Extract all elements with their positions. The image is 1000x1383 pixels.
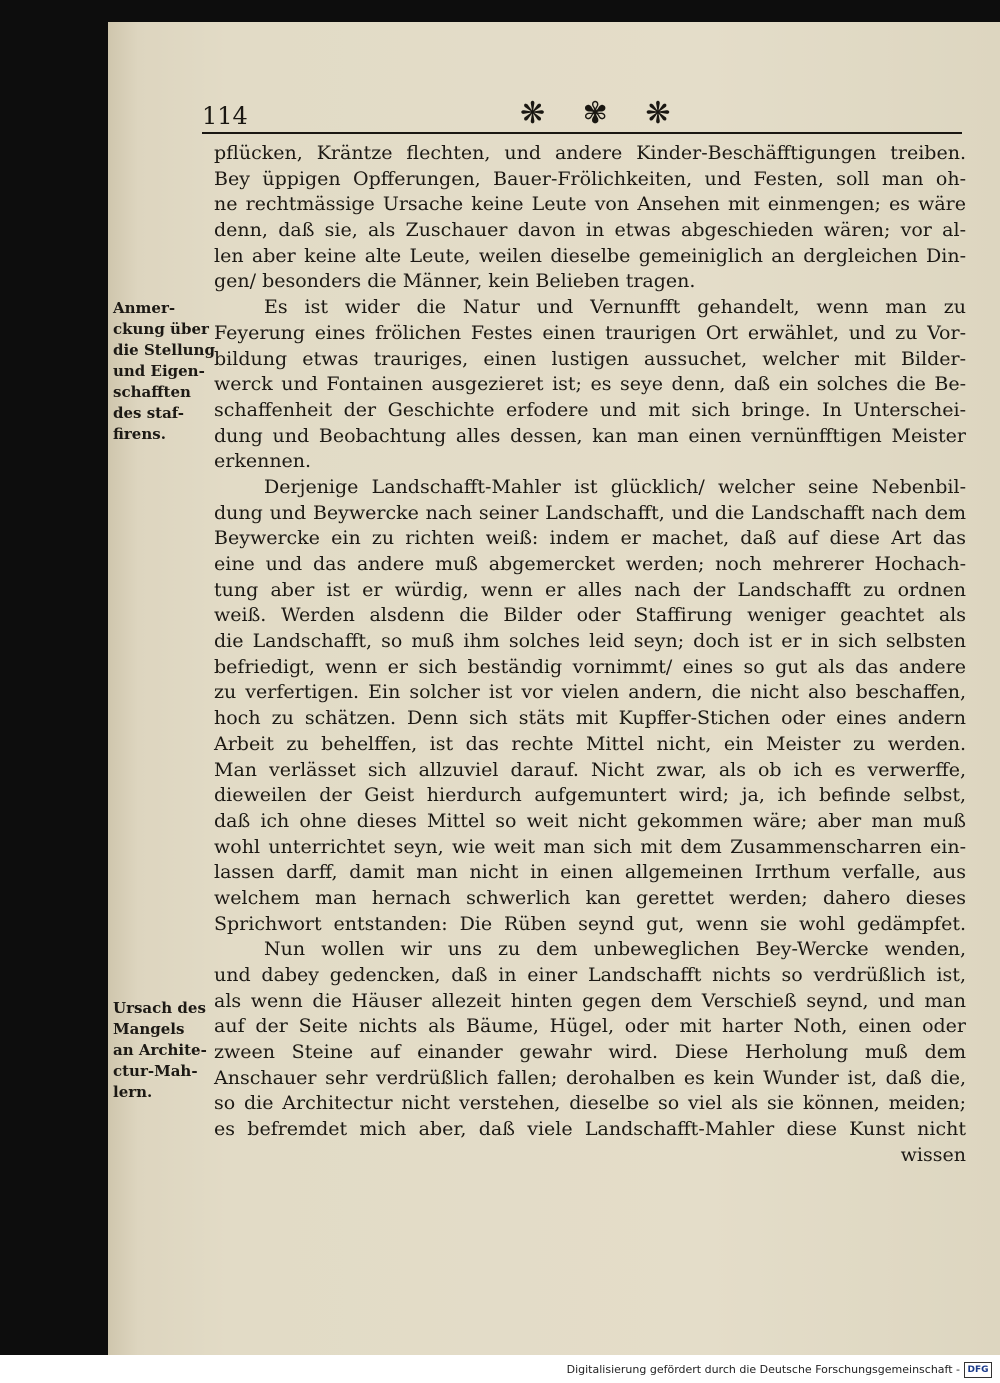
funding-credit: Digitalisierung gefördert durch die Deutsche Forschungsgemeinschaft - — [566, 1363, 960, 1376]
text-line: wohl unterrichtet seyn, wie weit man sich mit dem Zusammenscharren ein- — [214, 835, 966, 858]
text-line: ne rechtmässige Ursache keine Leute von Ansehen mit einmengen; es wäre — [214, 193, 966, 216]
margin-note-staffage — [113, 298, 213, 445]
text-line: zween Steine auf einander gewahr wird. Diese Herholung muß dem — [214, 1041, 966, 1064]
margin-note-line: des staf- — [113, 404, 184, 422]
text-line: gen/ besonders die Männer, kein Belieben tragen. — [214, 270, 696, 293]
text-line: Es ist wider die Natur und Vernunfft gehandelt, wenn man zu — [264, 296, 966, 319]
margin-note-line: schafften — [113, 383, 191, 401]
text-line: Anschauer sehr verdrüßlich fallen; derohalben es kein Wunder ist, daß die, — [214, 1066, 966, 1089]
text-line: es befremdet mich aber, daß viele Landschafft-Mahler diese Kunst nicht — [214, 1118, 966, 1141]
text-line: dung und Beywercke nach seiner Landschafft, und die Landschafft nach dem — [214, 501, 966, 524]
text-line: pflücken, Kräntze flechten, und andere Kinder-Beschäfftigungen treiben. — [214, 142, 966, 164]
text-line: tung aber ist er würdig, wenn er alles nach der Landschafft zu ordnen — [214, 578, 966, 601]
page-number: 114 — [202, 102, 248, 130]
text-line: auf der Seite nichts als Bäume, Hügel, oder mit harter Noth, einen oder — [214, 1015, 966, 1038]
text-line: die Landschafft, so muß ihm solches leid seyn; doch ist er in sich selbsten — [214, 630, 966, 653]
text-line: zu verfertigen. Ein solcher ist vor vielen andern, die nicht also beschaffen, — [214, 681, 966, 704]
footer — [0, 1361, 1000, 1381]
header-rule — [202, 132, 962, 134]
margin-note-line: firens. — [113, 425, 166, 443]
text-line: so die Architectur nicht verstehen, dieselbe so viel als sie können, meiden; — [214, 1092, 966, 1115]
margin-note-line: lern. — [113, 1083, 153, 1101]
text-line: erkennen. — [214, 450, 312, 473]
text-line: lassen darff, damit man nicht in einen allgemeinen Irrthum verfalle, aus — [214, 861, 966, 884]
margin-note-line: die Stellung — [113, 341, 215, 359]
text-line: Arbeit zu behelffen, ist das rechte Mittel nicht, ein Meister zu werden. — [214, 732, 966, 755]
text-line: welchem man hernach schwerlich kan gerettet werden; dahero dieses — [214, 886, 966, 909]
catchword: wissen — [900, 1143, 966, 1166]
margin-note-line: ckung über — [113, 320, 209, 338]
text-line: weiß. Werden alsdenn die Bilder oder Staffirung weniger geachtet als — [214, 604, 966, 627]
text-line: als wenn die Häuser allezeit hinten gegen dem Verschieß seynd, und man — [214, 989, 966, 1012]
margin-note-line: an Archite- — [113, 1041, 207, 1059]
text-line: Beywercke ein zu richten weiß: indem er machet, daß auf diese Art das — [214, 527, 966, 550]
text-line: eine und das andere muß abgemercket werden; noch mehrerer Hochach- — [214, 553, 966, 575]
text-line: befriedigt, wenn er sich beständig vornimmt/ eines so gut als das andere — [214, 655, 966, 678]
text-line: schaffenheit der Geschichte erfodere und mit sich bringe. In Unterschei- — [214, 398, 966, 421]
text-line: Bey üppigen Opfferungen, Bauer-Frölichkeiten, und Festen, soll man oh- — [214, 167, 966, 190]
text-line: Sprichwort entstanden: Die Rüben seynd gut, wenn sie wohl gedämpfet. — [214, 912, 966, 935]
text-line: denn, daß sie, als Zuschauer davon in etwas abgeschieden wären; vor al- — [214, 219, 966, 242]
text-line: Man verlässet sich allzuviel darauf. Nicht zwar, als ob ich es verwerffe, — [214, 758, 966, 781]
text-line: dieweilen der Geist hierdurch aufgemuntert wird; ja, ich befinde selbst, — [214, 784, 966, 807]
text-line: werck und Fontainen ausgezieret ist; es seye denn, daß ein solches die Be- — [214, 373, 966, 396]
body-text — [214, 141, 966, 1169]
margin-note-line: Anmer- — [113, 299, 176, 317]
margin-note-line: Mangels — [113, 1020, 185, 1038]
margin-note-line: ctur-Mah- — [113, 1062, 198, 1080]
dfg-logo-icon: DFG — [964, 1362, 992, 1378]
page-header — [202, 96, 962, 134]
text-line: Derjenige Landschafft-Mahler ist glücklich/ welcher seine Nebenbil- — [264, 475, 966, 498]
margin-note-line: und Eigen- — [113, 362, 205, 380]
margin-note-architecture — [113, 998, 213, 1103]
text-line: hoch zu schätzen. Denn sich stäts mit Kupffer-Stichen oder eines andern — [214, 707, 966, 730]
text-line: bildung etwas trauriges, einen lustigen aussuchet, welcher mit Bilder- — [214, 347, 966, 370]
ornament-icon: ❋ ✾ ❋ — [520, 96, 685, 131]
text-line: len aber keine alte Leute, weilen dieselbe gemeiniglich an dergleichen Din- — [214, 244, 966, 267]
text-line: und dabey gedencken, daß in einer Landschafft nichts so verdrüßlich ist, — [214, 964, 966, 986]
text-line: Feyerung eines frölichen Festes einen traurigen Ort erwählet, und zu Vor- — [214, 321, 966, 344]
text-line: Nun wollen wir uns zu dem unbeweglichen Bey-Wercke wenden, — [264, 938, 966, 961]
text-line: daß ich ohne dieses Mittel so weit nicht gekommen wäre; aber man muß — [214, 809, 966, 832]
margin-note-line: Ursach des — [113, 999, 206, 1017]
text-line: dung und Beobachtung alles dessen, kan man einen vernünfftigen Meister — [214, 424, 966, 447]
